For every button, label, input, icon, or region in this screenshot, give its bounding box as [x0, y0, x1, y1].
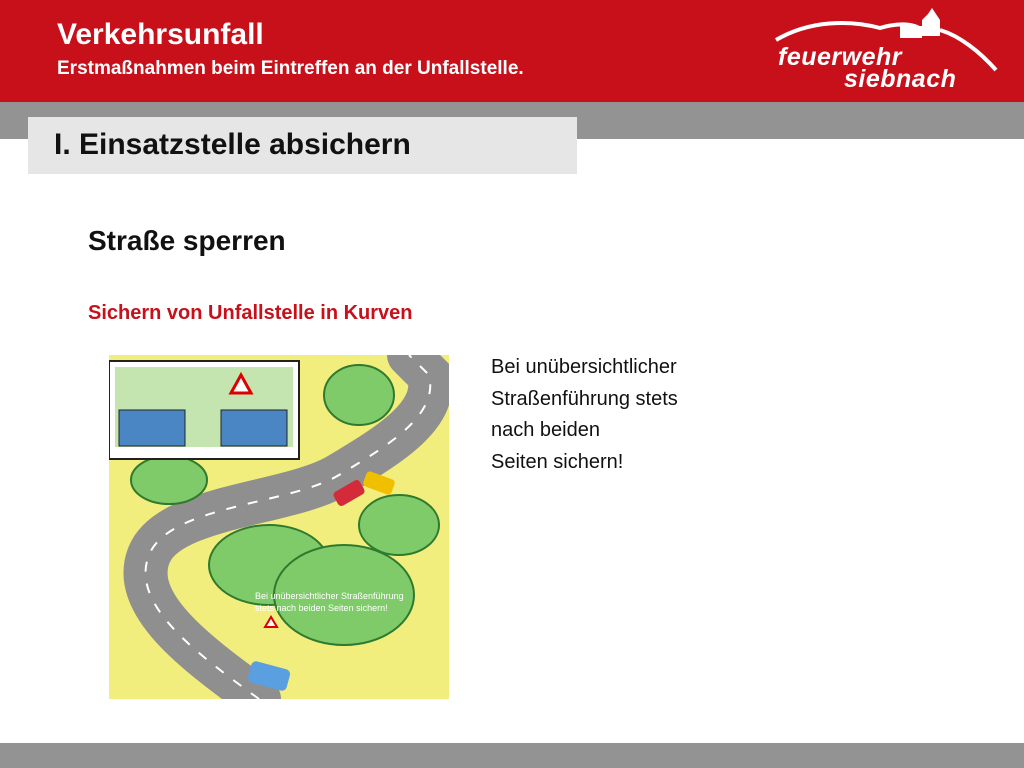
- logo-line1: feuerwehr: [778, 43, 902, 71]
- overlay-line: Bei unübersichtlicher Straßenführung: [255, 591, 404, 601]
- caption-text: [491, 352, 791, 478]
- caption-line: Seiten sichern!: [491, 450, 624, 473]
- slide-title: Verkehrsunfall: [57, 18, 264, 51]
- caption-line: nach beiden: [491, 419, 600, 441]
- curve-safety-illustration: [109, 355, 449, 699]
- caption-line: Bei unübersichtlicher: [491, 356, 677, 378]
- slide-subtitle: Erstmaßnahmen beim Eintreffen an der Unfallstelle.: [57, 58, 524, 79]
- header-bar: [0, 0, 1024, 102]
- feuerwehr-logo: [770, 6, 1000, 96]
- overlay-line: stets nach beiden Seiten sichern!: [255, 603, 388, 613]
- footer-bar: [0, 743, 1024, 768]
- content-heading: Straße sperren: [88, 225, 286, 256]
- section-box: [28, 117, 577, 174]
- content-subheading: Sichern von Unfallstelle in Kurven: [88, 302, 413, 324]
- caption-line: Straßenführung stets: [491, 387, 678, 410]
- section-title: I. Einsatzstelle absichern: [54, 128, 411, 161]
- illustration-overlay-text: [255, 590, 455, 614]
- logo-line2: siebnach: [844, 65, 957, 93]
